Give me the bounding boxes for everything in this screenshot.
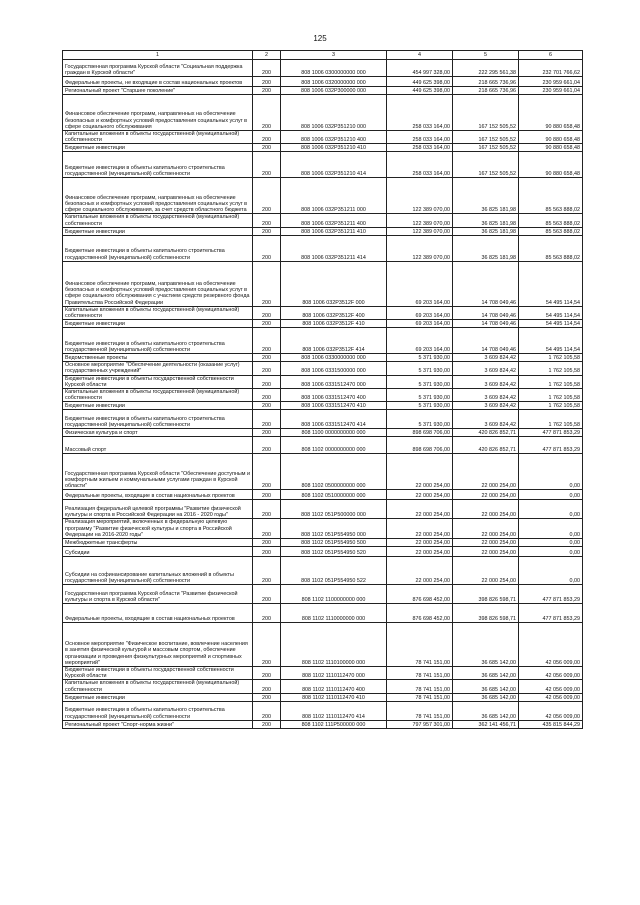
table-row [63,693,583,701]
row-plan-amount: 122 389 070,00 [387,235,453,261]
row-remaining-amount: 85 563 888,02 [519,178,583,214]
row-fact-amount: 14 708 049,46 [453,320,519,328]
row-grbs: 200 [253,95,281,131]
row-grbs: 200 [253,701,281,720]
row-remaining-amount: 42 056 009,00 [519,667,583,680]
row-remaining-amount: 232 701 766,62 [519,60,583,77]
row-remaining-amount: 477 871 853,29 [519,604,583,623]
row-code: 808 1102 051P554950 520 [281,547,387,557]
row-plan-amount: 22 000 254,00 [387,490,453,500]
row-fact-amount: 36 685 142,00 [453,623,519,667]
table-row [63,557,583,585]
row-remaining-amount: 54 495 114,54 [519,261,583,306]
row-code: 808 1102 1110112470 414 [281,701,387,720]
row-plan-amount: 22 000 254,00 [387,519,453,539]
table-row [63,87,583,95]
table-row [63,306,583,319]
row-remaining-amount: 1 762 105,58 [519,354,583,362]
row-fact-amount: 14 708 049,46 [453,261,519,306]
row-name: Бюджетные инвестиции [63,402,253,410]
row-code: 808 1006 0300000000 000 [281,60,387,77]
row-plan-amount: 122 389 070,00 [387,214,453,227]
table-row [63,667,583,680]
row-name: Финансовое обеспечение программ, направленных на обеспечение безопасных и комфортных условий предоставления социальных услуг в сфере социального обслуживания, за счет средств областного бюджета [63,178,253,214]
row-fact-amount: 22 000 254,00 [453,490,519,500]
row-fact-amount: 3 609 824,42 [453,354,519,362]
row-remaining-amount: 0,00 [519,490,583,500]
row-code: 808 1006 0320000000 000 [281,77,387,87]
table-row [63,720,583,728]
row-name: Бюджетные инвестиции в объекты государственной собственности Курской области [63,667,253,680]
row-remaining-amount: 42 056 009,00 [519,623,583,667]
row-remaining-amount: 0,00 [519,519,583,539]
row-grbs: 200 [253,362,281,375]
row-fact-amount: 218 665 736,96 [453,77,519,87]
table-row [63,320,583,328]
column-header: 6 [519,51,583,60]
row-code: 808 1006 032P351210 400 [281,131,387,144]
row-grbs: 200 [253,402,281,410]
table-row [63,131,583,144]
row-plan-amount: 258 033 164,00 [387,131,453,144]
row-name: Ведомственные проекты [63,354,253,362]
table-row [63,328,583,354]
row-name: Региональный проект "Спорт-норма жизни" [63,720,253,728]
column-header: 5 [453,51,519,60]
row-code: 808 1006 032P351210 000 [281,95,387,131]
table-row [63,410,583,429]
row-name: Бюджетные инвестиции [63,693,253,701]
row-grbs: 200 [253,306,281,319]
row-fact-amount: 420 826 852,71 [453,437,519,454]
row-fact-amount: 167 152 505,52 [453,95,519,131]
row-remaining-amount: 0,00 [519,500,583,519]
row-grbs: 200 [253,557,281,585]
row-code: 808 1102 1110112470 410 [281,693,387,701]
row-remaining-amount: 90 880 658,48 [519,95,583,131]
row-grbs: 200 [253,214,281,227]
row-plan-amount: 78 741 151,00 [387,623,453,667]
row-plan-amount: 5 371 930,00 [387,354,453,362]
row-code: 808 1006 032P351211 414 [281,235,387,261]
row-code: 808 1006 0331512470 000 [281,375,387,388]
row-plan-amount: 69 203 164,00 [387,261,453,306]
row-code: 808 1006 032P300000 000 [281,87,387,95]
row-fact-amount: 22 000 254,00 [453,454,519,490]
row-code: 808 1006 032P351211 410 [281,227,387,235]
row-remaining-amount: 0,00 [519,547,583,557]
row-remaining-amount: 0,00 [519,539,583,547]
row-remaining-amount: 0,00 [519,557,583,585]
row-fact-amount: 36 825 181,98 [453,235,519,261]
row-name: Финансовое обеспечение программ, направленных на обеспечение безопасных и комфортных условий предоставления социальных услуг в сфере социального обслуживания [63,95,253,131]
row-code: 808 1006 032P3512F 000 [281,261,387,306]
row-grbs: 200 [253,500,281,519]
row-grbs: 200 [253,519,281,539]
row-remaining-amount: 477 871 853,29 [519,429,583,437]
row-remaining-amount: 54 495 114,54 [519,328,583,354]
row-remaining-amount: 54 495 114,54 [519,306,583,319]
column-header: 1 [63,51,253,60]
row-fact-amount: 36 825 181,98 [453,214,519,227]
row-remaining-amount: 90 880 658,48 [519,131,583,144]
table-row [63,539,583,547]
row-plan-amount: 258 033 164,00 [387,95,453,131]
row-code: 808 1102 0000000000 000 [281,437,387,454]
row-fact-amount: 3 609 824,42 [453,389,519,402]
row-grbs: 200 [253,87,281,95]
column-header: 3 [281,51,387,60]
column-header: 4 [387,51,453,60]
row-code: 808 1006 032P3512F 400 [281,306,387,319]
table-row [63,60,583,77]
table-row [63,604,583,623]
row-fact-amount: 222 295 561,38 [453,60,519,77]
row-code: 808 1006 032P351211 000 [281,178,387,214]
row-name: Государственная программа Курской области "Развитие физической культуры и спорта в Курской области" [63,585,253,604]
row-code: 808 1006 0331500000 000 [281,362,387,375]
table-row [63,178,583,214]
row-grbs: 200 [253,454,281,490]
row-code: 808 1006 032P3512F 410 [281,320,387,328]
table-row [63,354,583,362]
row-plan-amount: 22 000 254,00 [387,500,453,519]
row-fact-amount: 362 141 456,71 [453,720,519,728]
row-grbs: 200 [253,375,281,388]
row-fact-amount: 36 685 142,00 [453,680,519,693]
row-remaining-amount: 85 563 888,02 [519,235,583,261]
row-name: Бюджетные инвестиции [63,320,253,328]
table-row [63,214,583,227]
row-grbs: 200 [253,585,281,604]
page-number: 125 [313,34,327,43]
row-remaining-amount: 230 959 661,04 [519,87,583,95]
table-body [63,60,583,729]
row-remaining-amount: 477 871 853,29 [519,437,583,454]
table-row [63,454,583,490]
table-row [63,500,583,519]
column-header-row [63,51,583,60]
row-fact-amount: 3 609 824,42 [453,402,519,410]
row-code: 808 1102 1110000000 000 [281,604,387,623]
row-name: Бюджетные инвестиции в объекты капитального строительства государственной (муниципальной) собственности [63,328,253,354]
row-code: 808 1102 1110100000 000 [281,623,387,667]
row-grbs: 200 [253,720,281,728]
row-grbs: 200 [253,77,281,87]
row-plan-amount: 78 741 151,00 [387,701,453,720]
row-grbs: 200 [253,410,281,429]
table-row [63,547,583,557]
row-grbs: 200 [253,539,281,547]
row-plan-amount: 122 389 070,00 [387,178,453,214]
row-name: Бюджетные инвестиции в объекты капитального строительства государственной (муниципальной) собственности [63,701,253,720]
row-name: Финансовое обеспечение программ, направленных на обеспечение безопасных и комфортных условий предоставления социальных услуг в сфере социального обслуживания с участием средств резервного фонда Правительства Российской Федерации [63,261,253,306]
row-fact-amount: 167 152 505,52 [453,131,519,144]
row-name: Капитальные вложения в объекты государственной (муниципальной) собственности [63,214,253,227]
row-fact-amount: 14 708 049,46 [453,328,519,354]
row-grbs: 200 [253,437,281,454]
row-name: Капитальные вложения в объекты государственной (муниципальной) собственности [63,306,253,319]
row-plan-amount: 69 203 164,00 [387,306,453,319]
row-fact-amount: 398 826 598,71 [453,585,519,604]
row-fact-amount: 3 609 824,42 [453,410,519,429]
row-name: Капитальные вложения в объекты государственной (муниципальной) собственности [63,389,253,402]
row-remaining-amount: 477 871 853,29 [519,585,583,604]
row-plan-amount: 898 698 706,00 [387,429,453,437]
row-remaining-amount: 90 880 658,48 [519,152,583,178]
row-fact-amount: 36 685 142,00 [453,693,519,701]
row-grbs: 200 [253,389,281,402]
row-plan-amount: 22 000 254,00 [387,557,453,585]
table-row [63,375,583,388]
row-code: 808 1102 1110112470 400 [281,680,387,693]
table-row [63,490,583,500]
row-name: Бюджетные инвестиции в объекты государственной собственности Курской области [63,375,253,388]
row-name: Физическая культура и спорт [63,429,253,437]
row-remaining-amount: 85 563 888,02 [519,227,583,235]
table-row [63,77,583,87]
row-plan-amount: 69 203 164,00 [387,328,453,354]
row-code: 808 1006 0331512470 410 [281,402,387,410]
row-remaining-amount: 54 495 114,54 [519,320,583,328]
table-row [63,402,583,410]
table-row [63,362,583,375]
row-fact-amount: 36 825 181,98 [453,227,519,235]
row-fact-amount: 22 000 254,00 [453,500,519,519]
row-fact-amount: 36 825 181,98 [453,178,519,214]
row-code: 808 1102 051P554950 500 [281,539,387,547]
row-plan-amount: 78 741 151,00 [387,667,453,680]
row-grbs: 200 [253,680,281,693]
row-code: 808 1102 051P500000 000 [281,500,387,519]
row-plan-amount: 5 371 930,00 [387,402,453,410]
row-grbs: 200 [253,178,281,214]
row-name: Основное мероприятие "Физическое воспитание, вовлечение населения в занятия физической культурой и массовым спортом, обеспечение организации и проведения физкультурных мероприятий и спортивных мероприятий" [63,623,253,667]
row-code: 808 1006 032P351210 410 [281,144,387,152]
row-fact-amount: 3 609 824,42 [453,375,519,388]
table-row [63,227,583,235]
row-grbs: 200 [253,144,281,152]
row-grbs: 200 [253,227,281,235]
row-remaining-amount: 435 815 844,29 [519,720,583,728]
row-remaining-amount: 230 959 661,04 [519,77,583,87]
row-name: Массовый спорт [63,437,253,454]
row-code: 808 1006 0331512470 414 [281,410,387,429]
row-remaining-amount: 85 563 888,02 [519,214,583,227]
table-row [63,144,583,152]
row-name: Региональный проект "Старшее поколение" [63,87,253,95]
row-remaining-amount: 90 880 658,48 [519,144,583,152]
table-row [63,519,583,539]
row-remaining-amount: 42 056 009,00 [519,680,583,693]
row-code: 808 1006 032P351211 400 [281,214,387,227]
row-grbs: 200 [253,261,281,306]
row-code: 808 1006 032P3512F 414 [281,328,387,354]
row-name: Реализация федеральной целевой программы "Развитие физической культуры и спорта в Российской Федерации на 2016 - 2020 годы" [63,500,253,519]
row-name: Бюджетные инвестиции в объекты капитального строительства государственной (муниципальной) собственности [63,410,253,429]
row-code: 808 1102 051P554950 522 [281,557,387,585]
column-header: 2 [253,51,281,60]
table-row [63,389,583,402]
row-grbs: 200 [253,354,281,362]
row-grbs: 200 [253,131,281,144]
row-name: Капитальные вложения в объекты государственной (муниципальной) собственности [63,131,253,144]
row-fact-amount: 420 826 852,71 [453,429,519,437]
row-name: Бюджетные инвестиции в объекты капитального строительства государственной (муниципальной) собственности [63,235,253,261]
row-fact-amount: 22 000 254,00 [453,519,519,539]
row-plan-amount: 5 371 930,00 [387,389,453,402]
row-remaining-amount: 42 056 009,00 [519,693,583,701]
row-plan-amount: 22 000 254,00 [387,454,453,490]
row-grbs: 200 [253,604,281,623]
row-name: Бюджетные инвестиции в объекты капитального строительства государственной (муниципальной) собственности [63,152,253,178]
row-plan-amount: 258 033 164,00 [387,144,453,152]
row-plan-amount: 69 203 164,00 [387,320,453,328]
row-grbs: 200 [253,547,281,557]
row-remaining-amount: 1 762 105,58 [519,362,583,375]
row-fact-amount: 36 685 142,00 [453,667,519,680]
row-name: Субсидии на софинансирование капитальных вложений в объекты государственной (муниципальной) собственности [63,557,253,585]
table-row [63,429,583,437]
row-plan-amount: 22 000 254,00 [387,547,453,557]
row-code: 808 1102 1110112470 000 [281,667,387,680]
row-fact-amount: 3 609 824,42 [453,362,519,375]
row-fact-amount: 167 152 505,52 [453,144,519,152]
row-grbs: 200 [253,235,281,261]
row-plan-amount: 258 033 164,00 [387,152,453,178]
row-grbs: 200 [253,320,281,328]
row-plan-amount: 78 741 151,00 [387,680,453,693]
row-remaining-amount: 1 762 105,58 [519,410,583,429]
budget-table [62,50,583,729]
table-row [63,585,583,604]
row-remaining-amount: 1 762 105,58 [519,375,583,388]
row-code: 808 1102 0510000000 000 [281,490,387,500]
row-code: 808 1006 032P351210 414 [281,152,387,178]
table-row [63,95,583,131]
row-name: Федеральные проекты, входящие в состав национальных проектов [63,490,253,500]
row-plan-amount: 5 371 930,00 [387,410,453,429]
row-plan-amount: 122 389 070,00 [387,227,453,235]
row-plan-amount: 5 371 930,00 [387,375,453,388]
row-grbs: 200 [253,490,281,500]
row-name: Федеральные проекты, входящие в состав национальных проектов [63,604,253,623]
row-grbs: 200 [253,152,281,178]
row-plan-amount: 449 625 398,00 [387,87,453,95]
row-plan-amount: 22 000 254,00 [387,539,453,547]
table-row [63,261,583,306]
row-grbs: 200 [253,429,281,437]
row-name: Реализация мероприятий, включенных в федеральную целевую программу "Развитие физической культуры и спорта в Российской Федерации на 2016-2020 годы" [63,519,253,539]
row-plan-amount: 78 741 151,00 [387,693,453,701]
row-fact-amount: 22 000 254,00 [453,557,519,585]
row-name: Основное мероприятие "Обеспечение деятельности (оказание услуг) государственных учреждений" [63,362,253,375]
table-row [63,152,583,178]
row-fact-amount: 22 000 254,00 [453,547,519,557]
row-remaining-amount: 1 762 105,58 [519,389,583,402]
row-grbs: 200 [253,693,281,701]
row-fact-amount: 218 665 736,96 [453,87,519,95]
row-name: Бюджетные инвестиции [63,144,253,152]
row-plan-amount: 876 698 452,00 [387,585,453,604]
row-remaining-amount: 0,00 [519,454,583,490]
row-name: Межбюджетные трансферты [63,539,253,547]
table-row [63,623,583,667]
row-plan-amount: 5 371 930,00 [387,362,453,375]
row-grbs: 200 [253,328,281,354]
row-name: Бюджетные инвестиции [63,227,253,235]
row-plan-amount: 876 698 452,00 [387,604,453,623]
table-row [63,437,583,454]
table-row [63,680,583,693]
row-code: 808 1100 0000000000 000 [281,429,387,437]
row-name: Федеральные проекты, не входящие в состав национальных проектов [63,77,253,87]
row-name: Государственная программа Курской области "Социальная поддержка граждан в Курской области" [63,60,253,77]
row-plan-amount: 449 625 398,00 [387,77,453,87]
row-fact-amount: 167 152 505,52 [453,152,519,178]
row-fact-amount: 22 000 254,00 [453,539,519,547]
row-code: 808 1102 051P554950 000 [281,519,387,539]
table-row [63,701,583,720]
table-row [63,235,583,261]
row-grbs: 200 [253,667,281,680]
row-grbs: 200 [253,623,281,667]
row-fact-amount: 398 826 598,71 [453,604,519,623]
row-name: Субсидии [63,547,253,557]
row-fact-amount: 36 685 142,00 [453,701,519,720]
row-name: Государственная программа Курской области "Обеспечение доступным и комфортным жильем и коммунальными услугами граждан в Курской области" [63,454,253,490]
row-remaining-amount: 42 056 009,00 [519,701,583,720]
row-code: 808 1102 1100000000 000 [281,585,387,604]
row-plan-amount: 898 698 706,00 [387,437,453,454]
row-plan-amount: 454 997 328,00 [387,60,453,77]
row-plan-amount: 797 957 301,00 [387,720,453,728]
row-remaining-amount: 1 762 105,58 [519,402,583,410]
row-code: 808 1006 0330000000 000 [281,354,387,362]
row-code: 808 1102 111P500000 000 [281,720,387,728]
row-code: 808 1102 0500000000 000 [281,454,387,490]
row-code: 808 1006 0331512470 400 [281,389,387,402]
row-name: Капитальные вложения в объекты государственной (муниципальной) собственности [63,680,253,693]
row-fact-amount: 14 708 049,46 [453,306,519,319]
row-grbs: 200 [253,60,281,77]
